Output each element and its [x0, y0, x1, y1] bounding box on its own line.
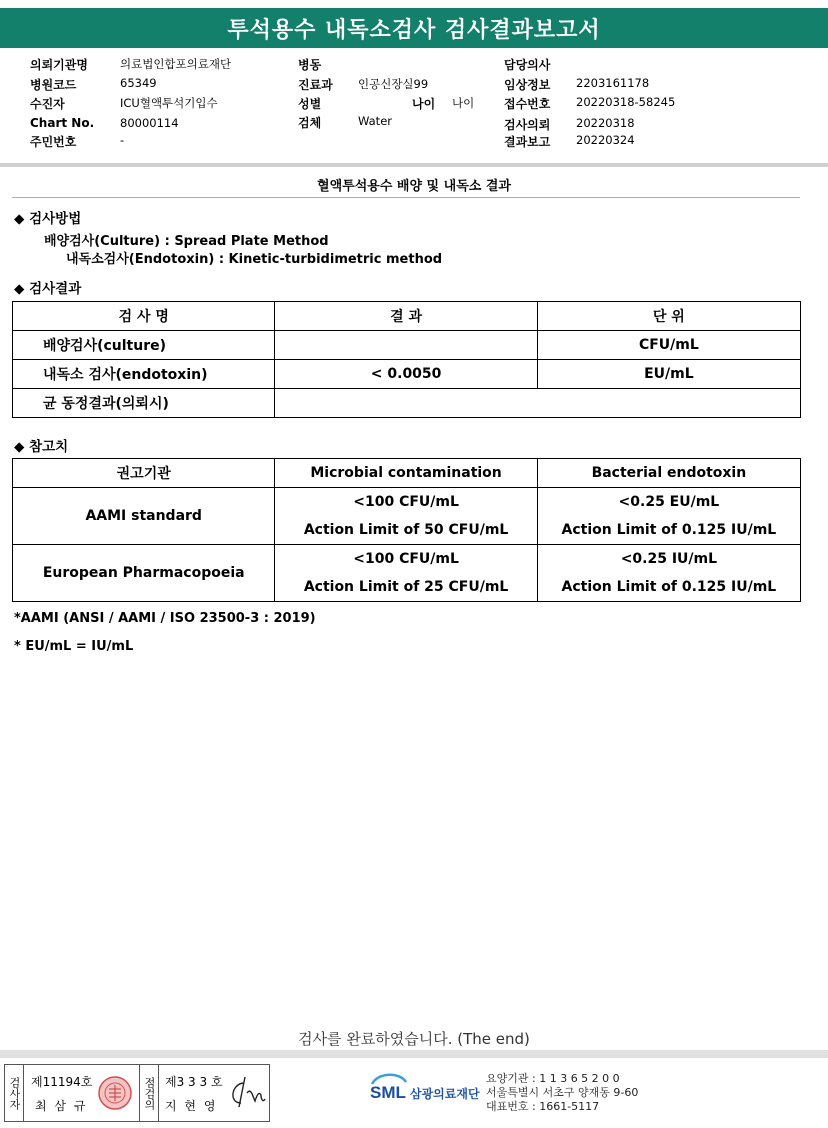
results-heading: ◆ 검사결과	[14, 281, 82, 297]
clinical-label: 임상정보	[504, 78, 551, 92]
tester-number: 제11194호	[31, 1075, 93, 1089]
company-phone: 대표번호 : 1661-5117	[486, 1100, 600, 1113]
result-culture	[275, 331, 537, 360]
company-name: 삼광의료재단	[410, 1087, 480, 1101]
resident-label: 주민번호	[30, 135, 77, 149]
ref-aami-micro-action: Action Limit of 50 CFU/mL	[275, 516, 537, 545]
table-header-row	[13, 459, 801, 488]
table-row	[13, 360, 801, 389]
recipient-label: 수진자	[30, 97, 65, 111]
note-unit: * EU/mL = IU/mL	[14, 639, 134, 654]
header-result: 결 과	[275, 302, 537, 331]
ref-org-aami: AAMI standard	[13, 488, 275, 545]
tester-label: 검사자	[5, 1065, 24, 1121]
method-heading: ◆ 검사방법	[14, 211, 82, 227]
ref-aami-endo-action: Action Limit of 0.125 IU/mL	[537, 516, 800, 545]
report-label: 결과보고	[504, 135, 551, 149]
age-value: 나이	[452, 96, 475, 110]
specimen-label: 검체	[298, 116, 322, 130]
section-divider	[12, 197, 800, 198]
footer-divider	[0, 1050, 828, 1058]
test-name-identification: 균 동정결과(의뢰시)	[13, 389, 275, 418]
company-contact	[486, 1072, 638, 1114]
age-label: 나이	[412, 97, 436, 111]
result-identification	[275, 389, 801, 418]
resident-value: -	[120, 133, 125, 147]
report-value: 20220324	[576, 133, 635, 147]
ref-ep-micro-action: Action Limit of 25 CFU/mL	[275, 573, 537, 602]
patient-info	[0, 52, 828, 162]
sml-logo-text: SML	[370, 1083, 406, 1102]
test-name-culture: 배양검사(culture)	[13, 331, 275, 360]
request-value: 20220318	[576, 116, 635, 130]
dept-value: 인공신장실99	[358, 77, 429, 91]
hospital-code-label: 병원코드	[30, 78, 77, 92]
end-text: 검사를 완료하였습니다. (The end)	[298, 1030, 530, 1048]
results-table	[12, 301, 801, 418]
company-address: 서울특별시 서초구 양재동 9-60	[486, 1086, 639, 1099]
note-aami: *AAMI (ANSI / AAMI / ISO 23500-3 : 2019)	[14, 611, 316, 626]
table-row	[13, 488, 801, 517]
test-name-endotoxin: 내독소 검사(endotoxin)	[13, 360, 275, 389]
inspector-number: 제3 3 3 호	[165, 1075, 223, 1089]
method-culture: 배양검사(Culture) : Spread Plate Method	[44, 234, 329, 249]
sex-label: 성별	[298, 97, 322, 111]
institution-value: 의료법인합포의료재단	[120, 57, 232, 71]
ref-aami-micro-limit: <100 CFU/mL	[275, 488, 537, 517]
reference-heading: ◆ 참고치	[14, 439, 69, 455]
table-row	[13, 389, 801, 418]
inspector-name: 지 현 영	[165, 1099, 218, 1113]
specimen-value: Water	[358, 114, 392, 128]
clinical-value: 2203161178	[576, 76, 650, 90]
hospital-code-value: 65349	[120, 76, 157, 90]
care-institution-number: 요양기관 : 1 1 3 6 5 2 0 0	[486, 1072, 620, 1085]
receipt-label: 접수번호	[504, 97, 551, 111]
institution-label: 의뢰기관명	[30, 58, 88, 72]
info-divider	[0, 163, 828, 167]
table-row	[13, 545, 801, 574]
ref-ep-endo-action: Action Limit of 0.125 IU/mL	[537, 573, 800, 602]
ref-ep-endo-limit: <0.25 IU/mL	[537, 545, 800, 574]
receipt-value: 20220318-58245	[576, 95, 676, 109]
ref-header-endo: Bacterial endotoxin	[537, 459, 800, 488]
sml-logo	[368, 1070, 408, 1108]
chart-label: Chart No.	[30, 116, 95, 130]
signature-icon	[225, 1073, 267, 1113]
result-endotoxin: < 0.0050	[275, 360, 537, 389]
reference-table	[12, 458, 801, 602]
ref-header-micro: Microbial contamination	[275, 459, 537, 488]
report-title: 투석용수 내독소검사 검사결과보고서	[0, 8, 828, 48]
ref-org-ep: European Pharmacopoeia	[13, 545, 275, 602]
inspector-label: 점검의	[139, 1065, 159, 1121]
table-header-row	[13, 302, 801, 331]
table-row	[13, 331, 801, 360]
section-title: 혈액투석용수 배양 및 내독소 결과	[317, 179, 511, 194]
unit-endotoxin: EU/mL	[537, 360, 800, 389]
signature-box	[4, 1064, 270, 1122]
unit-culture: CFU/mL	[537, 331, 800, 360]
recipient-value: ICU혈액투석기입수	[120, 96, 218, 110]
request-label: 검사의뢰	[504, 118, 551, 132]
ref-header-org: 권고기관	[13, 459, 275, 488]
doctor-label: 담당의사	[504, 58, 551, 72]
ref-aami-endo-limit: <0.25 EU/mL	[537, 488, 800, 517]
chart-value: 80000114	[120, 116, 179, 130]
dept-label: 진료과	[298, 78, 333, 92]
ref-ep-micro-limit: <100 CFU/mL	[275, 545, 537, 574]
seal-stamp-icon	[97, 1075, 133, 1111]
header-unit: 단 위	[537, 302, 800, 331]
header-test-name: 검 사 명	[13, 302, 275, 331]
tester-name: 최 삼 규	[35, 1099, 88, 1113]
sml-logo-icon	[368, 1070, 408, 1104]
ward-label: 병동	[298, 58, 322, 72]
method-endotoxin: 내독소검사(Endotoxin) : Kinetic-turbidimetric method	[66, 252, 443, 267]
